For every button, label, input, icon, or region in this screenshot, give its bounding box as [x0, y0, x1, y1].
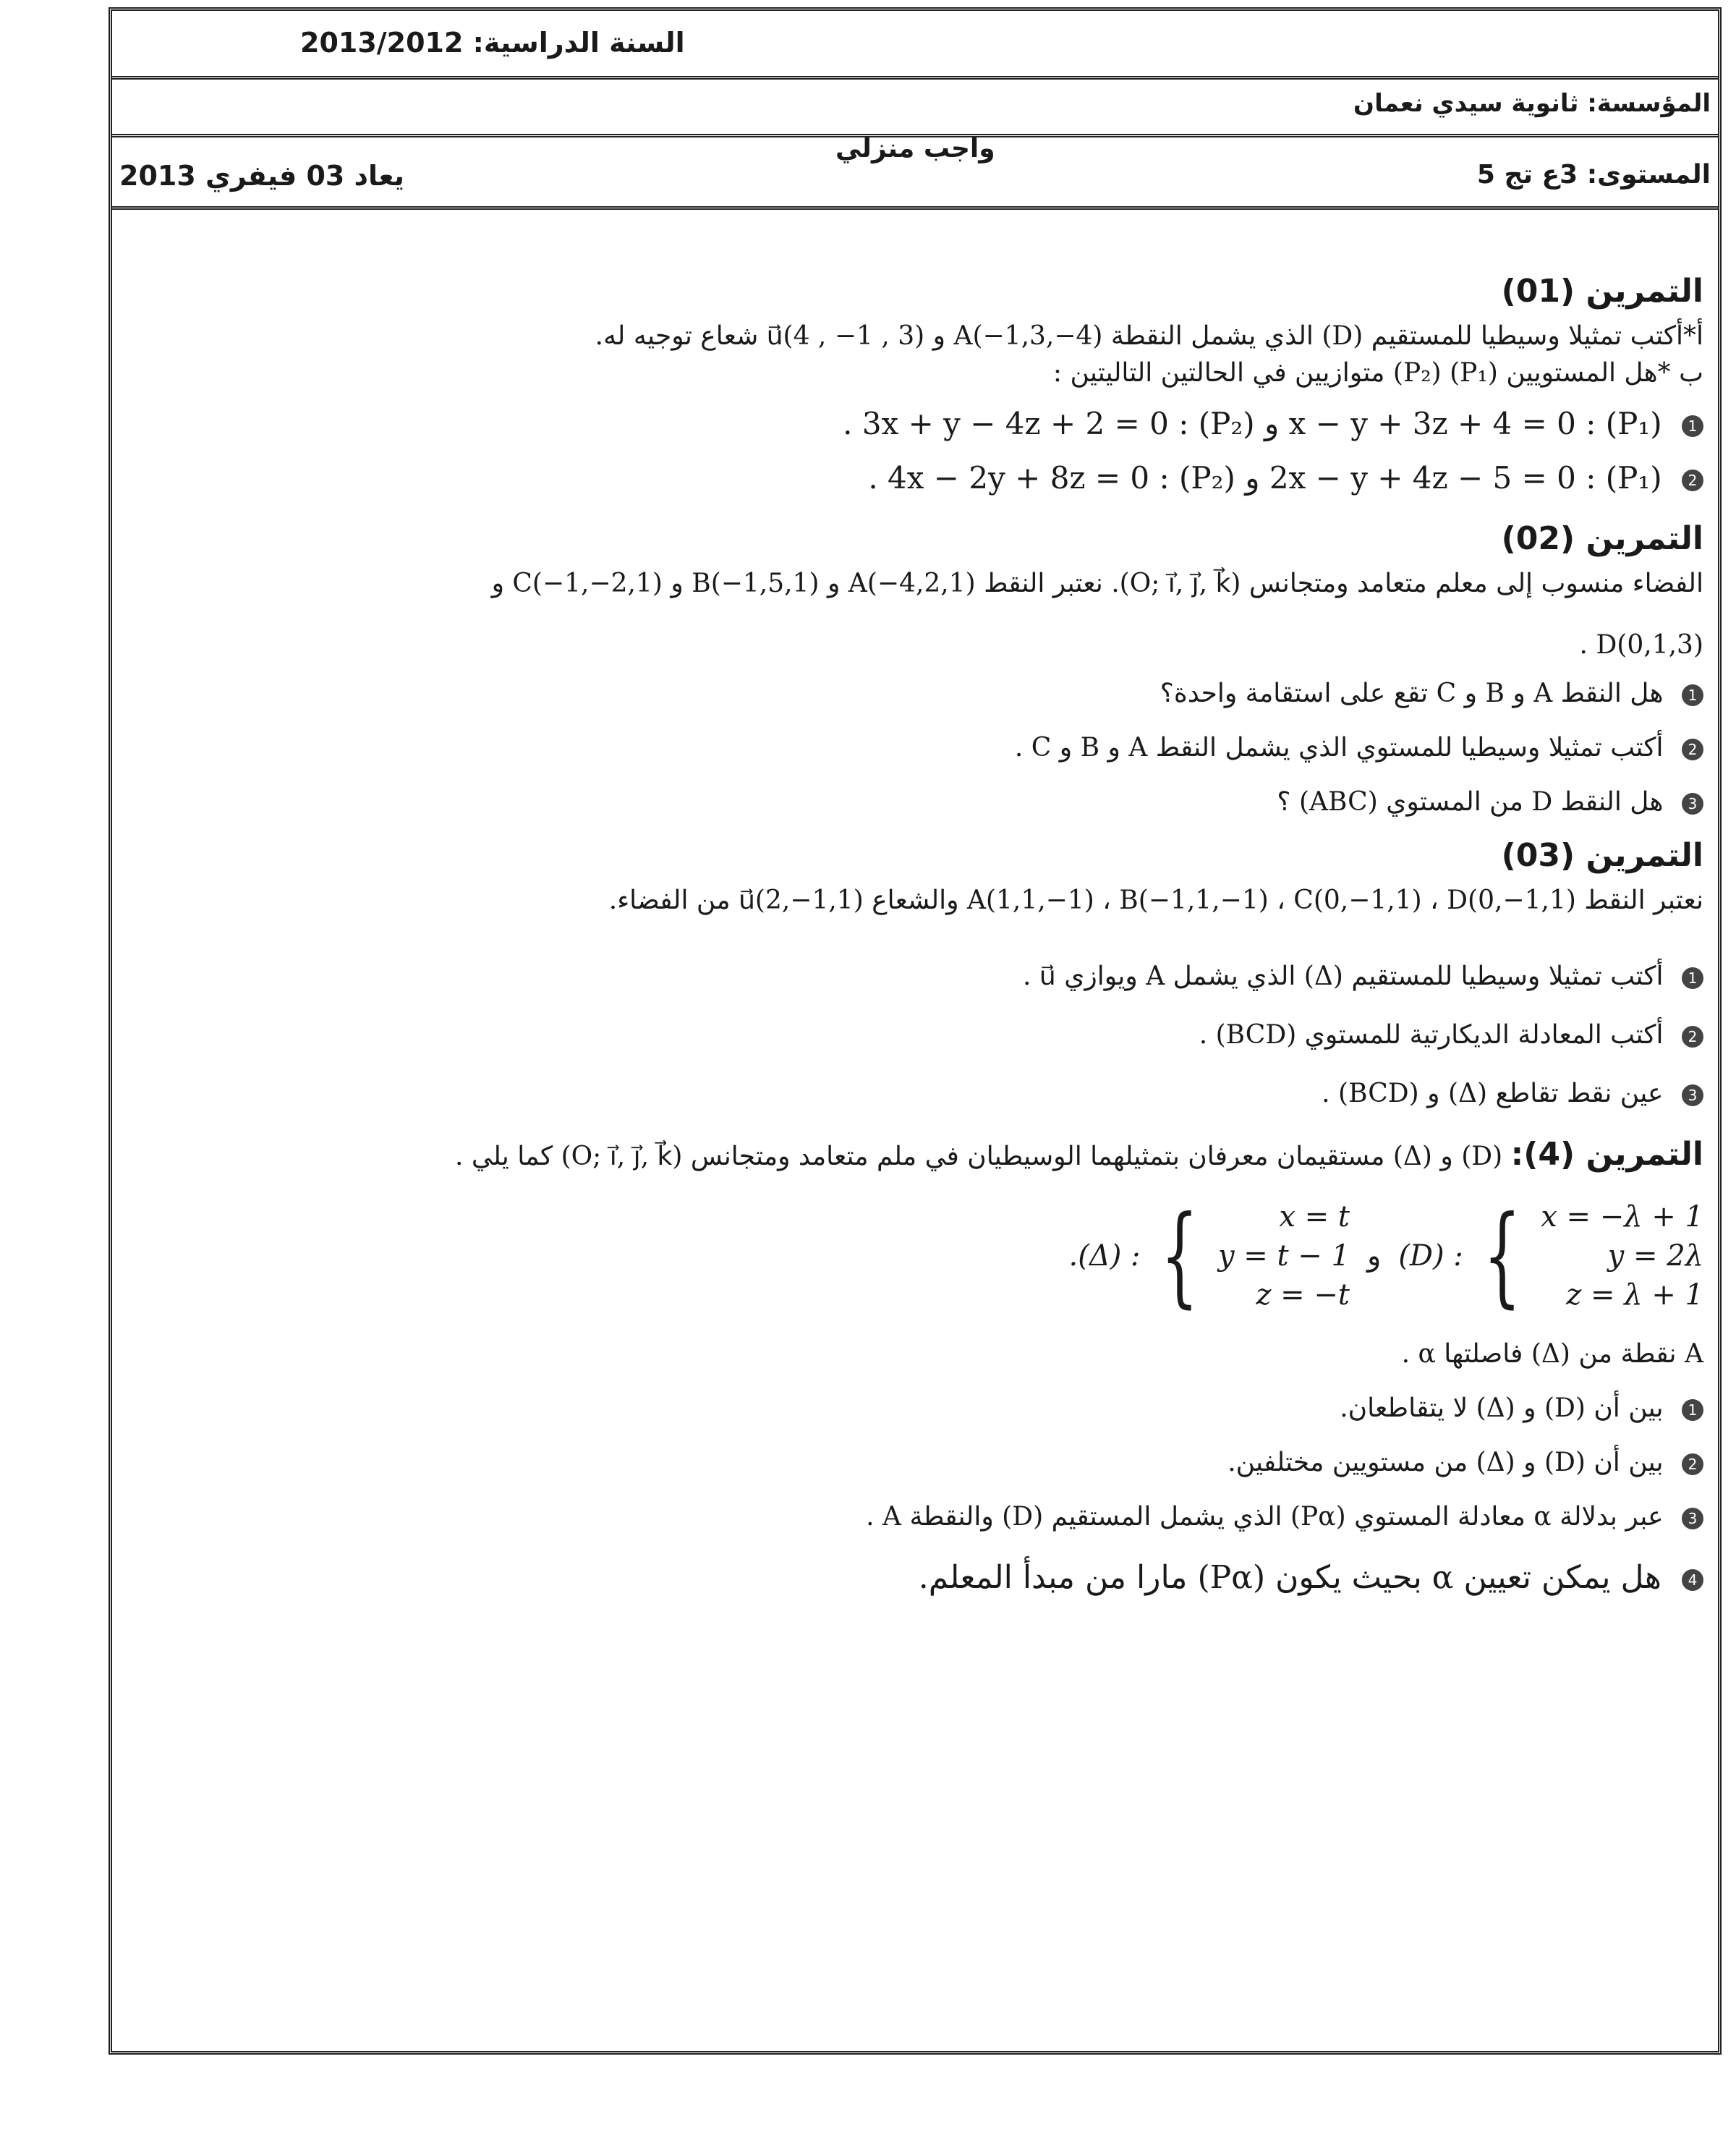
delta-eq-z: z = −t — [1256, 1278, 1350, 1312]
case-2-equations: (P₁) : 2x − y + 4z − 5 = 0 و (P₂) : 4x − 2y + 8z = 0 . — [868, 459, 1662, 496]
parametric-systems — [127, 1193, 1703, 1319]
exercise-3-intro: نعتبر النقط A(1,1,−1) ، B(−1,1,−1) ، C(0,−1,1) ، D(0,−1,1) والشعاع u⃗(2,−1,1) من الفضاء. — [608, 886, 1703, 915]
d-equations — [1541, 1196, 1703, 1316]
delta-eq-x: x = t — [1279, 1200, 1350, 1234]
number-3-icon: 3 — [1682, 1508, 1703, 1529]
d-eq-z: z = λ + 1 — [1566, 1278, 1703, 1312]
exercise-4-q1-text: بين أن (D) و (Δ) لا يتقاطعان. — [1340, 1393, 1664, 1423]
d-eq-x: x = −λ + 1 — [1541, 1200, 1703, 1234]
number-3-icon: 3 — [1682, 793, 1703, 815]
left-brace-icon: { — [1483, 1193, 1521, 1319]
exercise-1-part-b: ب *هل المستويين (P₁) (P₂) متوازيين في الحالتين التاليتين : — [1052, 358, 1703, 388]
exercise-4-intro: (D) و (Δ) مستقيمان معرفان بتمثيلهما الوسيطيان في ملم متعامد ومتجانس (O; i⃗, j⃗, k⃗) كما يلي . — [454, 1142, 1503, 1171]
and-word: و — [1366, 1239, 1382, 1273]
exercises — [127, 264, 1703, 1602]
exercise-2-intro: الفضاء منسوب إلى معلم متعامد ومتجانس (O; i⃗, j⃗, k⃗). نعتبر النقط A(−4,2,1) و B(−1,5,1) و C(−1,−2,1) و — [491, 569, 1703, 598]
exercise-3-title: التمرين (03) — [1501, 837, 1703, 874]
exercise-4-q4-text: هل يمكن تعيين α بحيث يكون (Pα) مارا من مبدأ المعلم. — [918, 1559, 1661, 1596]
exercise-2-q3-text: هل النقط D من المستوي (ABC) ؟ — [1277, 787, 1664, 817]
left-brace-icon: { — [1160, 1193, 1199, 1319]
d-system — [1398, 1193, 1703, 1319]
number-1-icon: 1 — [1682, 1399, 1703, 1421]
exercise-4-q4 — [127, 1558, 1703, 1597]
exercise-4-q2-text: بين أن (D) و (Δ) من مستويين مختلفين. — [1227, 1448, 1664, 1477]
exercise-2-q2 — [127, 731, 1703, 764]
exercise-3-q2-text: أكتب المعادلة الديكارتية للمستوي (BCD) . — [1199, 1020, 1664, 1050]
d-label: (D) : — [1398, 1239, 1463, 1273]
exercise-4-point-a: A نقطة من (Δ) فاصلتها α . — [1401, 1339, 1703, 1369]
d-eq-y: y = 2λ — [1607, 1239, 1703, 1273]
header-year-row — [112, 11, 1718, 80]
exercise-3-q3 — [127, 1077, 1703, 1110]
number-4-icon: 4 — [1682, 1569, 1703, 1591]
exercise-3 — [127, 836, 1703, 1110]
delta-label: .(Δ) : — [1068, 1239, 1141, 1273]
exercise-4-q3-text: عبر بدلالة α معادلة المستوي (Pα) الذي يشمل المستقيم (D) والنقطة A . — [866, 1502, 1664, 1532]
exercise-1-case-2 — [127, 459, 1703, 498]
exercise-2-title: التمرين (02) — [1501, 520, 1703, 557]
due-date: يعاد 03 فيفري 2013 — [119, 160, 405, 192]
exercise-3-q3-text: عين نقط تقاطع (Δ) و (BCD) . — [1322, 1079, 1664, 1108]
exercise-2 — [127, 519, 1703, 818]
exercise-4-q2 — [127, 1446, 1703, 1479]
exercise-4-header — [127, 1134, 1703, 1174]
exercise-3-q1-text: أكتب تمثيلا وسيطيا للمستقيم (Δ) الذي يشمل A ويوازي u⃗ . — [1023, 961, 1664, 991]
exercise-2-q3 — [127, 786, 1703, 818]
exercise-2-point-d: D(0,1,3) . — [1579, 630, 1703, 660]
school-year: السنة الدراسية: 2013/2012 — [300, 27, 685, 59]
number-1-icon: 1 — [1682, 967, 1703, 989]
exercise-2-q1-text: هل النقط A و B و C تقع على استقامة واحدة؟ — [1160, 679, 1664, 708]
exercise-4-title: التمرين (4): — [1510, 1136, 1703, 1173]
exercise-1-case-1 — [127, 405, 1703, 443]
exercise-3-q2 — [127, 1019, 1703, 1051]
delta-system — [1068, 1193, 1350, 1319]
number-2-icon: 2 — [1682, 1026, 1703, 1048]
level: المستوى: 3ع تج 5 — [1476, 160, 1711, 190]
exercise-2-q2-text: أكتب تمثيلا وسيطيا للمستوي الذي يشمل النقط A و B و C . — [1014, 733, 1664, 763]
exercise-4-q1 — [127, 1392, 1703, 1424]
homework-title: واجب منزلي — [835, 134, 995, 164]
exercise-1 — [127, 271, 1703, 497]
exercise-1-part-a: أ*أكتب تمثيلا وسيطيا للمستقيم (D) الذي يشمل النقطة A(−1,3,−4) و u⃗(4 , −1 , 3) شعاع توجيه له. — [595, 321, 1703, 351]
exercise-1-title: التمرين (01) — [1501, 273, 1703, 310]
worksheet-frame — [109, 7, 1722, 2055]
header-title-row — [112, 134, 1718, 210]
institution: المؤسسة: ثانوية سيدي نعمان — [1353, 89, 1711, 118]
exercise-2-q1 — [127, 677, 1703, 710]
delta-equations — [1218, 1196, 1350, 1316]
exercise-4-q3 — [127, 1500, 1703, 1533]
header-institution-row — [112, 76, 1718, 137]
number-3-icon: 3 — [1682, 1084, 1703, 1106]
exercise-4 — [127, 1134, 1703, 1597]
exercise-3-q1 — [127, 960, 1703, 993]
case-1-equations: (P₁) : x − y + 3z + 4 = 0 و (P₂) : 3x + y − 4z + 2 = 0 . — [843, 406, 1662, 441]
number-1-icon: 1 — [1682, 684, 1703, 706]
delta-eq-y: y = t − 1 — [1217, 1239, 1350, 1273]
number-2-icon: 2 — [1682, 1453, 1703, 1475]
number-2-icon: 2 — [1682, 470, 1703, 491]
number-2-icon: 2 — [1682, 739, 1703, 760]
number-1-icon: 1 — [1682, 415, 1703, 437]
